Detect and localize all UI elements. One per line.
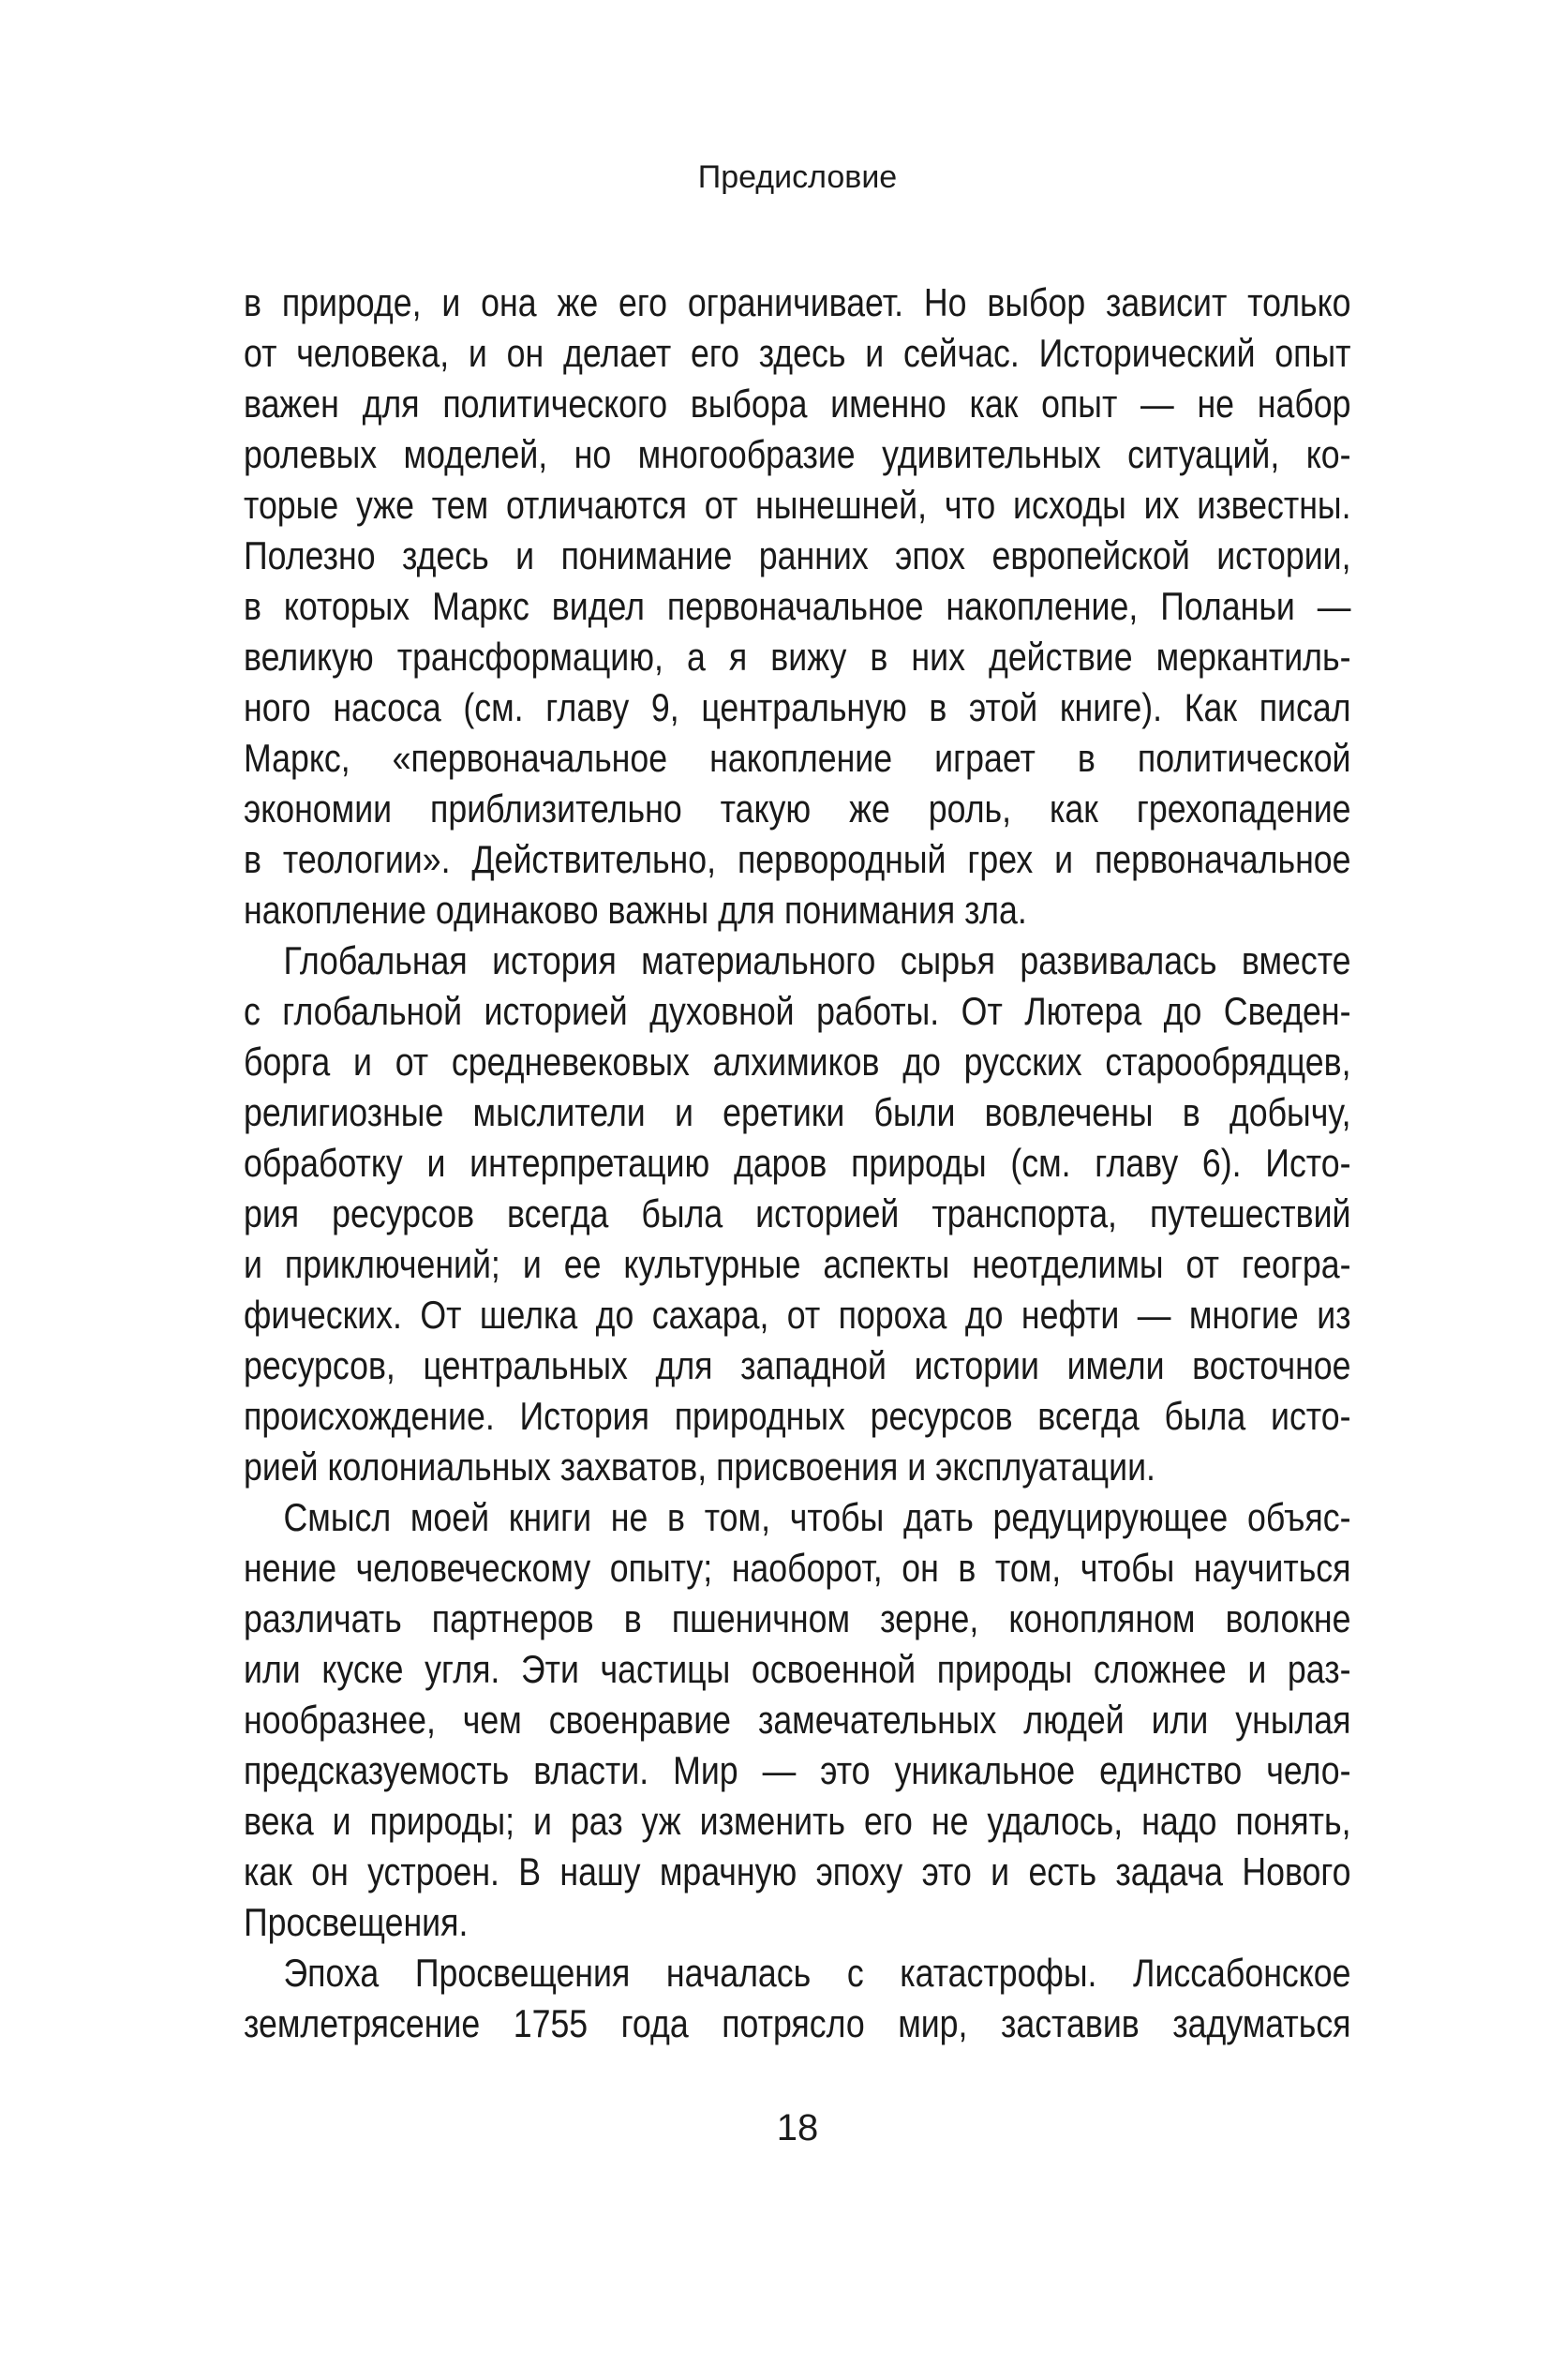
- text-line: происхождение. История природных ресурсов всегда была исто-: [244, 1394, 1351, 1438]
- text-line: торые уже тем отличаются от нынешней, что исходы их известны.: [244, 483, 1351, 527]
- body-text: [244, 277, 1351, 2049]
- text-line: или куске угля. Эти частицы освоенной природы сложнее и раз-: [244, 1647, 1351, 1691]
- paragraph: [244, 1948, 1351, 2049]
- text-line: Маркс, «первоначальное накопление играет в политической: [244, 736, 1351, 780]
- text-line: в природе, и она же его ограничивает. Но выбор зависит только: [244, 280, 1351, 324]
- text-line: Просвещения.: [244, 1900, 469, 1944]
- text-line: в теологии». Действительно, первородный грех и первоначальное: [244, 837, 1351, 881]
- text-line: от человека, и он делает его здесь и сейчас. Исторический опыт: [244, 331, 1351, 375]
- text-line: Эпоха Просвещения началась с катастрофы. Лиссабонское: [283, 1951, 1351, 1995]
- text-line: борга и от средневековых алхимиков до русских старообрядцев,: [244, 1040, 1351, 1084]
- text-line: рия ресурсов всегда была историей транспорта, путешествий: [244, 1191, 1351, 1235]
- text-line: в которых Маркс видел первоначальное накопление, Поланьи —: [244, 584, 1351, 628]
- text-line: великую трансформацию, а я вижу в них действие меркантиль-: [244, 635, 1351, 679]
- paragraph: [244, 936, 1351, 1492]
- text-line: Глобальная история материального сырья развивалась вместе: [283, 938, 1351, 982]
- text-line: фических. От шелка до сахара, от пороха до нефти — многие из: [244, 1293, 1351, 1337]
- text-line: предсказуемость власти. Мир — это уникальное единство чело-: [244, 1748, 1351, 1792]
- running-header: Предисловие: [697, 159, 898, 195]
- text-line: Полезно здесь и понимание ранних эпох европейской истории,: [244, 533, 1351, 577]
- text-line: землетрясение 1755 года потрясло мир, заставив задуматься: [244, 2001, 1351, 2045]
- text-line: различать партнеров в пшеничном зерне, конопляном волокне: [244, 1596, 1351, 1640]
- text-line: нение человеческому опыту; наоборот, он в том, чтобы научиться: [244, 1546, 1351, 1590]
- page-number: 18: [776, 2107, 819, 2148]
- text-line: ного насоса (см. главу 9, центральную в этой книге). Как писал: [244, 685, 1351, 729]
- text-line: важен для политического выбора именно как опыт — не набор: [244, 382, 1351, 426]
- text-line: рией колониальных захватов, присвоения и эксплуатации.: [244, 1444, 1155, 1489]
- text-line: ресурсов, центральных для западной истории имели восточное: [244, 1343, 1351, 1387]
- text-line: накопление одинаково важны для понимания зла.: [244, 888, 1027, 932]
- text-line: обработку и интерпретацию даров природы (см. главу 6). Исто-: [244, 1141, 1351, 1185]
- text-line: ролевых моделей, но многообразие удивительных ситуаций, ко-: [244, 432, 1351, 476]
- text-line: века и природы; и раз уж изменить его не удалось, надо понять,: [244, 1799, 1351, 1843]
- paragraph: [244, 277, 1351, 936]
- paragraph: [244, 1492, 1351, 1948]
- text-line: религиозные мыслители и еретики были вовлечены в добычу,: [244, 1090, 1351, 1134]
- text-line: Смысл моей книги не в том, чтобы дать редуцирующее объяс-: [283, 1495, 1351, 1539]
- text-line: с глобальной историей духовной работы. От Лютера до Сведен-: [244, 989, 1351, 1033]
- text-line: экономии приблизительно такую же роль, как грехопадение: [244, 786, 1351, 831]
- text-line: и приключений; и ее культурные аспекты неотделимы от геогра-: [244, 1242, 1351, 1286]
- text-line: нообразнее, чем своенравие замечательных людей или унылая: [244, 1698, 1351, 1742]
- text-line: как он устроен. В нашу мрачную эпоху это и есть задача Нового: [244, 1849, 1351, 1894]
